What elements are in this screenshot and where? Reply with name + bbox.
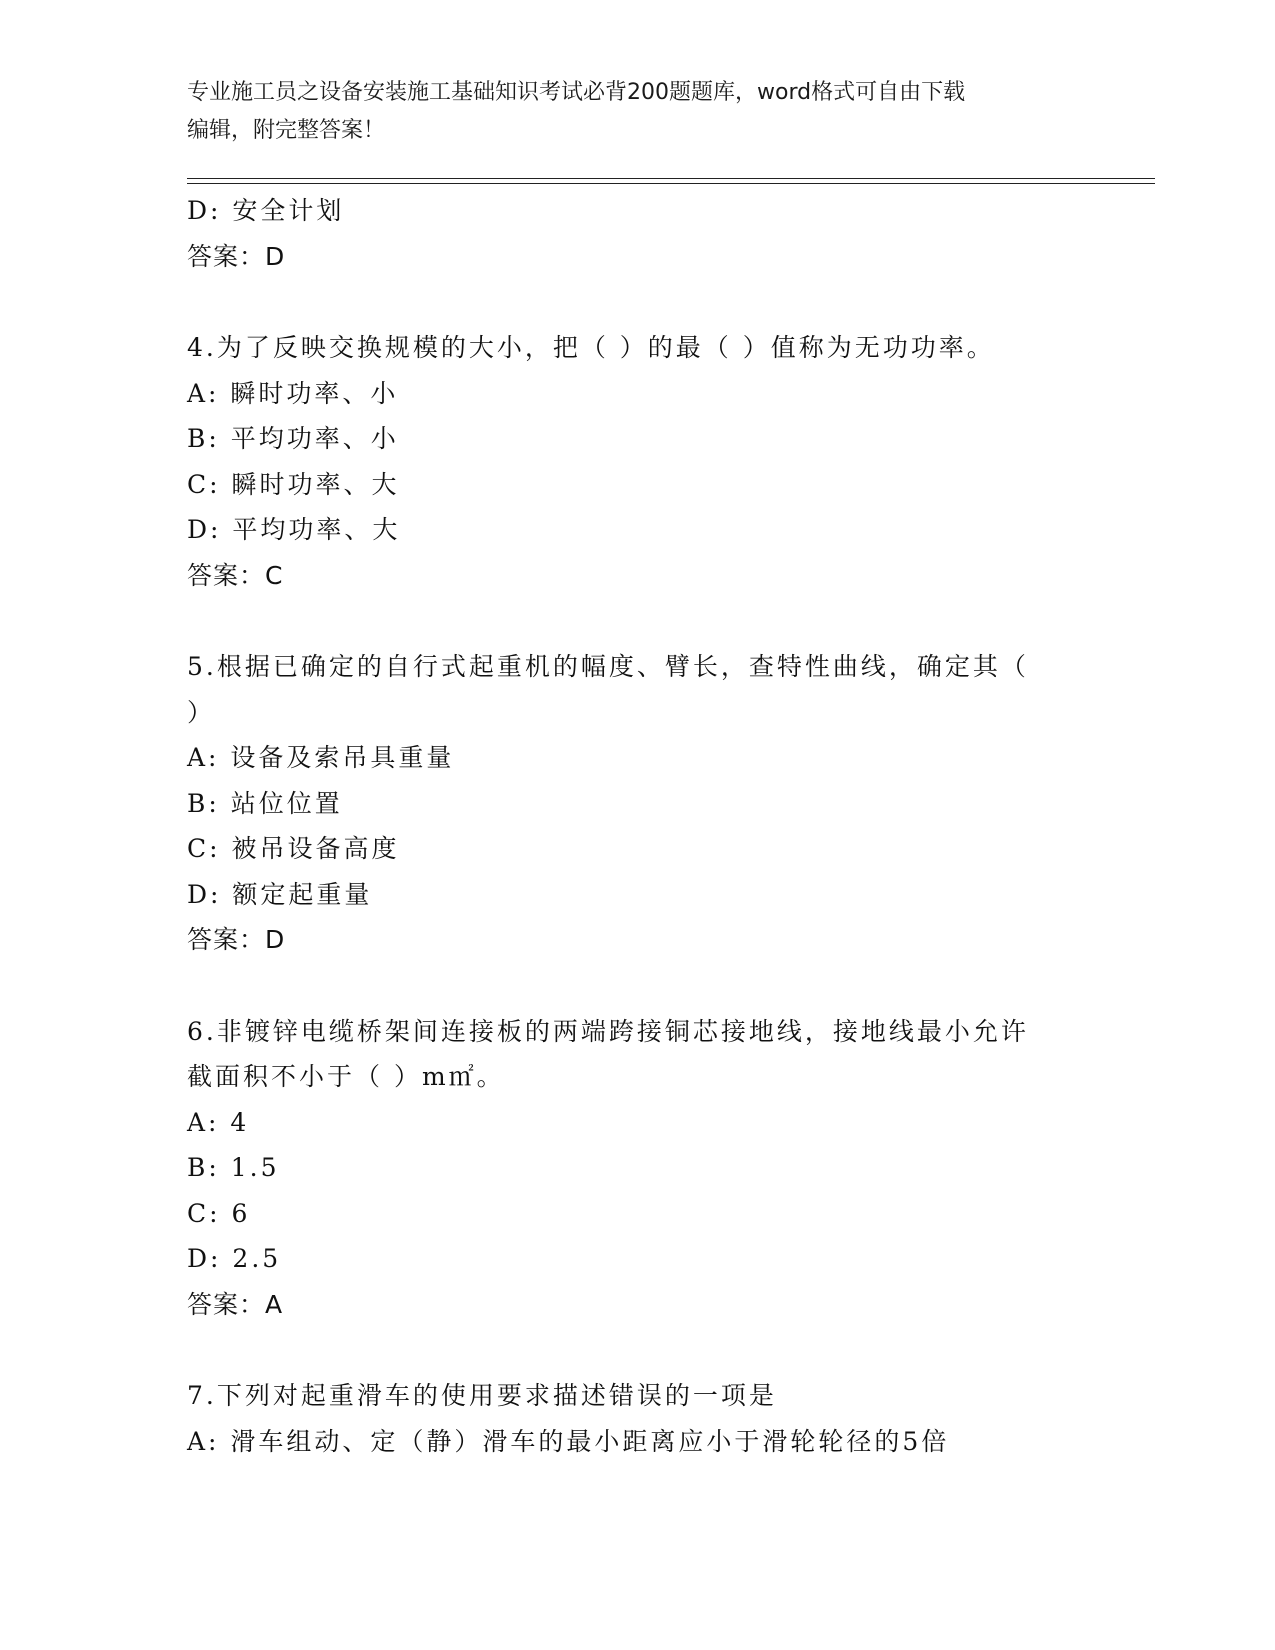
spacer <box>187 963 1087 1009</box>
answer: 答案：A <box>187 1289 284 1319</box>
header-rule-bottom <box>187 183 1155 184</box>
header-rule-top <box>187 178 1155 179</box>
answer: 答案：D <box>187 241 286 271</box>
option-a: A: 设备及索吊具重量 <box>187 743 455 772</box>
question-3-tail <box>187 188 1087 279</box>
question-stem-line-1: 6.非镀锌电缆桥架间连接板的两端跨接铜芯接地线，接地线最小允许 <box>187 1016 1029 1046</box>
header-line-2: 编辑，附完整答案！ <box>187 118 386 143</box>
option-a: A: 4 <box>187 1107 250 1137</box>
option-a: A: 瞬时功率、小 <box>187 378 399 408</box>
option-d: D: 平均功率、大 <box>187 515 401 544</box>
spacer <box>187 1327 1087 1373</box>
spacer <box>187 279 1087 325</box>
question-5 <box>187 644 1087 963</box>
option-b: B: 站位位置 <box>187 788 343 818</box>
answer: 答案：D <box>187 925 286 954</box>
document-body <box>187 188 1087 1464</box>
question-stem-line-2: ） <box>187 697 216 727</box>
option-c: C: 被吊设备高度 <box>187 834 400 863</box>
question-stem: 4.为了反映交换规模的大小，把（ ）的最（ ）值称为无功功率。 <box>187 333 995 362</box>
option-c: C: 瞬时功率、大 <box>187 469 400 499</box>
option-b: B: 平均功率、小 <box>187 424 399 453</box>
option-a: A: 滑车组动、定（静）滑车的最小距离应小于滑轮轮径的5倍 <box>187 1426 950 1456</box>
option-d: D: 2.5 <box>187 1244 282 1273</box>
question-stem: 7.下列对起重滑车的使用要求描述错误的一项是 <box>187 1381 777 1410</box>
question-6 <box>187 1009 1087 1328</box>
option-c: C: 6 <box>187 1198 251 1228</box>
option-b: B: 1.5 <box>187 1153 280 1182</box>
document-header <box>187 74 1087 150</box>
option-d: D: 额定起重量 <box>187 879 373 909</box>
header-line-1: 专业施工员之设备安装施工基础知识考试必背200题题库，word格式可自由下载 <box>187 80 966 105</box>
answer: 答案：C <box>187 560 284 590</box>
question-7 <box>187 1373 1087 1464</box>
option-d: D: 安全计划 <box>187 196 345 225</box>
question-stem-line-2: 截面积不小于（ ）m㎡。 <box>187 1062 505 1091</box>
question-4 <box>187 325 1087 598</box>
spacer <box>187 598 1087 644</box>
question-stem-line-1: 5.根据已确定的自行式起重机的幅度、臂长，查特性曲线，确定其（ <box>187 652 1029 681</box>
